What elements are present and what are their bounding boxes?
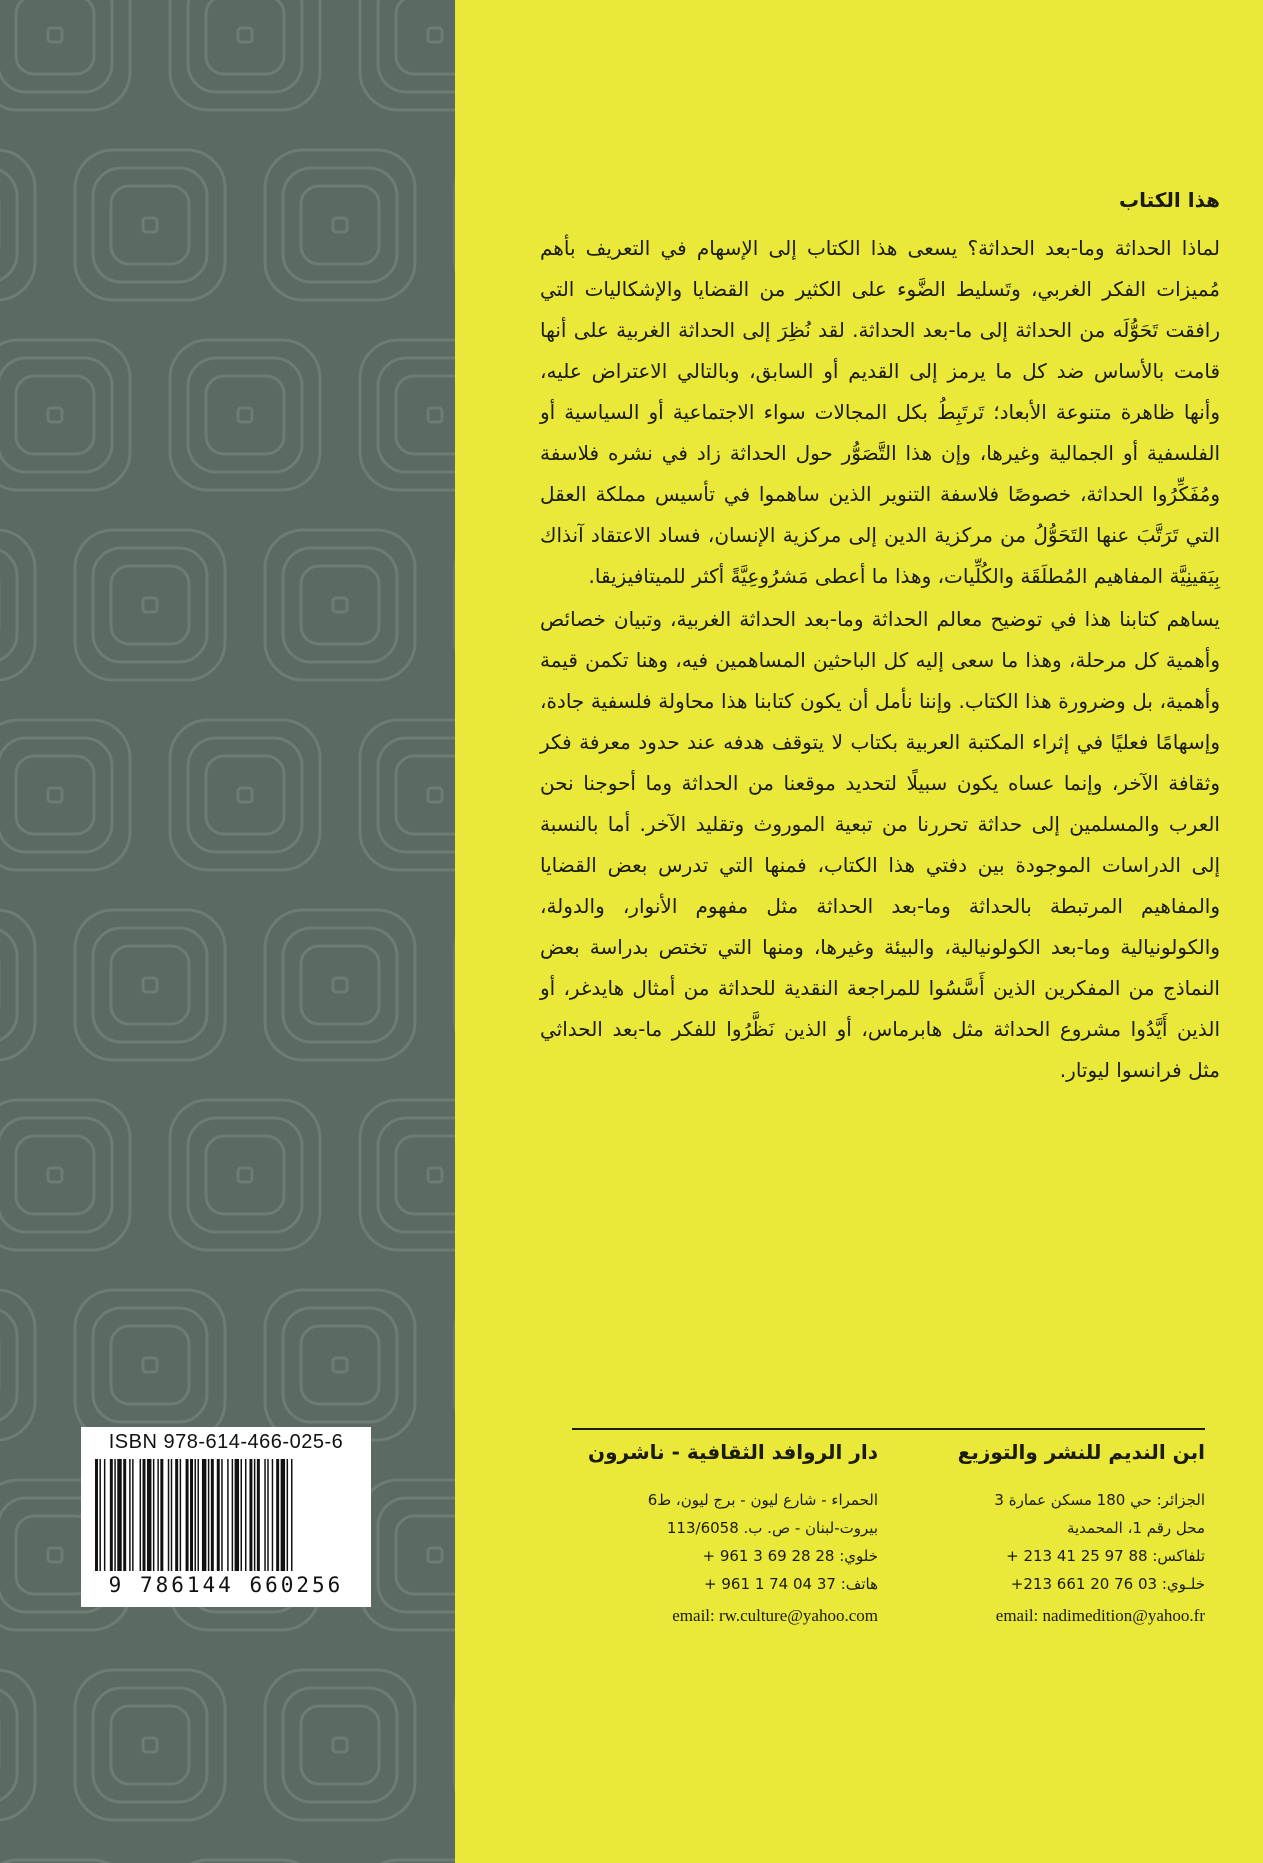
pattern-rounded-square: [75, 150, 225, 300]
pattern-rounded-square: [378, 0, 455, 92]
publisher-address-line: بيروت-لبنان - ص. ب. 113/6058: [666, 1519, 878, 1537]
pattern-rounded-square: [396, 756, 455, 834]
barcode-bar: [114, 1459, 115, 1571]
pattern-center-square: [143, 1738, 157, 1752]
publisher-address-line: الحمراء - شارع ليون - برج ليون، ط6: [647, 1491, 878, 1509]
pattern-center-square: [428, 1548, 442, 1562]
pattern-rounded-square: [0, 1308, 17, 1422]
barcode-bar: [117, 1459, 121, 1571]
barcode-bar: [257, 1459, 260, 1571]
barcode-bar: [171, 1459, 172, 1571]
pattern-center-square: [428, 788, 442, 802]
pattern-rounded-square: [265, 1290, 415, 1440]
barcode-bar: [132, 1459, 133, 1571]
barcode-bar: [281, 1459, 285, 1571]
barcode-bar: [202, 1459, 206, 1571]
pattern-rounded-square: [265, 1670, 415, 1820]
pattern-center-square: [238, 1168, 252, 1182]
pattern-center-square: [428, 28, 442, 42]
pattern-rounded-square: [16, 1136, 94, 1214]
pattern-rounded-square: [111, 566, 189, 644]
pattern-rounded-square: [170, 1100, 320, 1250]
description-paragraph-1: لماذا الحداثة وما-بعد الحداثة؟ يسعى هذا الكتاب إلى الإسهام في التعريف بأهم مُميزات الفكر الغربي، وتَسليط الضَّوء على الكثير من القضايا والإشكاليات التي رافقت تَحَوُّلَه من الحداثة إلى ما-بعد الحداثة. لقد نُظِرَ إلى الحداثة الغربية على أنها قامت بالأساس ضد كل ما يرمز إلى القديم أو السابق، وبالتالي الاعتراض عليه، وأنها ظاهرة متنوعة الأبعاد؛ تَرتَبِطُ بكل المجالات سواء الاجتماعية أو السياسية أو الفلسفية أو الجمالية وغيرها، وإن هذا التَّصَوُّر حول الحداثة زاد في نشره فلاسفة ومُفَكِّرُوا الحداثة، خصوصًا فلاسفة التنوير الذين ساهموا في تأسيس مملكة العقل التي تَرَتَّبَ عنها التَحَوُّلُ من مركزية الدين إلى مركزية الإنسان، فساد الاعتقاد آنذاك بِيَقينِيَّة المفاهيم المُطلَقَة والكُلِّيات، وهذا ما أعطى مَشرُوعِيَّةً أكثر للميتافيزيقا.: [540, 236, 1220, 588]
pattern-rounded-square: [301, 1326, 379, 1404]
barcode-bar: [276, 1459, 279, 1571]
pattern-rounded-square: [111, 946, 189, 1024]
barcode-bar: [235, 1459, 239, 1571]
barcode-bar: [208, 1459, 209, 1571]
pattern-rounded-square: [206, 0, 284, 74]
book-description: [540, 188, 1220, 1091]
barcode-bar: [104, 1459, 105, 1571]
pattern-rounded-square: [75, 910, 225, 1060]
barcode-bar: [232, 1459, 233, 1571]
pattern-center-square: [48, 1168, 62, 1182]
pattern-center-square: [333, 218, 347, 232]
pattern-rounded-square: [111, 1706, 189, 1784]
pattern-rounded-square: [75, 1290, 225, 1440]
pattern-center-square: [333, 1738, 347, 1752]
pattern-center-square: [238, 788, 252, 802]
barcode-bar: [245, 1459, 246, 1571]
publisher-nadim: [912, 1440, 1205, 1630]
barcode-bar: [160, 1459, 163, 1571]
barcode-bar: [110, 1459, 113, 1571]
pattern-rounded-square: [206, 1136, 284, 1214]
barcode-bar: [186, 1459, 189, 1571]
pattern-rounded-square: [111, 186, 189, 264]
pattern-center-square: [143, 1358, 157, 1372]
pattern-rounded-square: [206, 756, 284, 834]
barcode-bar: [264, 1459, 265, 1571]
publisher-phone-line: تلفاكس: 88 97 25 41 213 +: [1006, 1547, 1205, 1565]
pattern-center-square: [48, 788, 62, 802]
pattern-rounded-square: [396, 1136, 455, 1214]
barcode-digits: 9 786144 660256: [108, 1573, 344, 1597]
description-paragraph-2: يساهم كتابنا هذا في توضيح معالم الحداثة وما-بعد الحداثة الغربية، وتبيان خصائص وأهمية كل مرحلة، وهذا ما سعى إليه كل الباحثين المساهمين فيه، وهنا تكمن قيمة وأهمية، بل وضرورة هذا الكتاب. وإننا نأمل أن يكون كتابنا هذا محاولة فلسفية جادة، وإسهامًا فعليًا في إثراء المكتبة العربية بكتاب لا يتوقف هدفه عند حدود معرفة فكر وثقافة الآخر، وإنما عساه يكون سبيلًا لتحديد موقعنا من الحداثة وما أحوجنا نحن العرب والمسلمين إلى حداثة تحررنا من تبعية الموروث وتقليد الآخر. أما بالنسبة إلى الدراسات الموجودة بين دفتي هذا الكتاب، فمنها التي تدرس بعض القضايا والمفاهيم المرتبطة بالحداثة وما-بعد الحداثة مثل مفهوم الأنوار، والدولة، والكولونيالية وما-بعد الكولونيالية، والبيئة وغيرها، ومنها التي تختص بدراسة بعض النماذج من المفكرين الذين أَسَّسُوا للمراجعة النقدية للحداثة من أمثال هايدغر، أو الذين أَيَّدُوا مشروع الحداثة مثل هابرماس، أو الذين نَظَّرُوا للفكر ما-بعد الحداثي مثل فرانسوا ليوتار.: [540, 607, 1220, 1082]
pattern-center-square: [428, 408, 442, 422]
barcode-bar: [99, 1459, 100, 1571]
barcode-bar: [197, 1459, 198, 1571]
publisher-address-line: الجزائر: حي 180 مسكن عمارة 3: [994, 1491, 1205, 1509]
barcode-bar: [287, 1459, 288, 1571]
barcode-bar: [129, 1459, 130, 1571]
pattern-rounded-square: [265, 150, 415, 300]
pattern-rounded-square: [265, 910, 415, 1060]
pattern-center-square: [143, 598, 157, 612]
pattern-center-square: [333, 1358, 347, 1372]
barcode-bar: [123, 1459, 126, 1571]
barcode-bar: [217, 1459, 220, 1571]
pattern-center-square: [428, 1168, 442, 1182]
pattern-rounded-square: [16, 756, 94, 834]
publisher-phone-line: خلوي: 28 28 69 3 961 +: [702, 1547, 878, 1565]
pattern-center-square: [143, 978, 157, 992]
barcode-bar: [211, 1459, 214, 1571]
publisher-divider: [572, 1428, 1205, 1430]
barcode-bar: [241, 1459, 242, 1571]
pattern-rounded-square: [396, 376, 455, 454]
barcode-bar: [140, 1459, 141, 1571]
isbn-barcode: [81, 1427, 371, 1607]
barcode-bar: [175, 1459, 178, 1571]
pattern-rounded-square: [206, 376, 284, 454]
pattern-center-square: [238, 408, 252, 422]
publisher-name: ابن النديم للنشر والتوزيع: [957, 1440, 1205, 1464]
pattern-rounded-square: [301, 1706, 379, 1784]
pattern-rounded-square: [0, 1688, 17, 1802]
pattern-rounded-square: [16, 376, 94, 454]
barcode-bar: [272, 1459, 273, 1571]
pattern-rounded-square: [396, 1516, 455, 1594]
publisher-address-line: محل رقم 1، المحمدية: [1066, 1519, 1205, 1537]
barcode-bar: [95, 1459, 98, 1571]
pattern-center-square: [333, 598, 347, 612]
publisher-rawafed: [588, 1440, 878, 1630]
pattern-center-square: [238, 28, 252, 42]
pattern-rounded-square: [111, 1326, 189, 1404]
publisher-phone-line: هاتف: 37 04 74 1 961 +: [704, 1575, 878, 1593]
pattern-rounded-square: [301, 946, 379, 1024]
pattern-rounded-square: [0, 548, 17, 662]
section-heading: هذا الكتاب: [1118, 188, 1220, 212]
barcode-bar: [168, 1459, 169, 1571]
pattern-center-square: [48, 28, 62, 42]
barcode-bar: [221, 1459, 222, 1571]
barcode-bars: [91, 1459, 361, 1571]
isbn-label: ISBN 978-614-466-025-6: [108, 1431, 344, 1453]
barcode-bar: [153, 1459, 154, 1571]
pattern-rounded-square: [301, 566, 379, 644]
barcode-bar: [143, 1459, 146, 1571]
barcode-bar: [147, 1459, 151, 1571]
barcode-bar: [267, 1459, 268, 1571]
barcode-bar: [291, 1459, 292, 1571]
pattern-rounded-square: [16, 0, 94, 74]
pattern-rounded-square: [396, 0, 455, 74]
pattern-rounded-square: [0, 168, 17, 282]
publisher-email: email: nadimedition@yahoo.fr: [995, 1606, 1205, 1625]
publisher-phone-line: خلـوي: 03 76 20 661 213+: [1010, 1575, 1205, 1593]
barcode-bar: [190, 1459, 193, 1571]
pattern-rounded-square: [301, 186, 379, 264]
barcode-bar: [249, 1459, 252, 1571]
pattern-rounded-square: [0, 928, 17, 1042]
barcode-bar: [180, 1459, 181, 1571]
pattern-rounded-square: [265, 530, 415, 680]
pattern-rounded-square: [75, 530, 225, 680]
barcode-bar: [254, 1459, 255, 1571]
pattern-center-square: [48, 1548, 62, 1562]
barcode-bar: [194, 1459, 195, 1571]
pattern-rounded-square: [75, 1670, 225, 1820]
pattern-center-square: [333, 978, 347, 992]
pattern-center-square: [48, 408, 62, 422]
pattern-rounded-square: [170, 340, 320, 490]
barcode-bar: [227, 1459, 228, 1571]
barcode-bar: [157, 1459, 158, 1571]
publisher-name: دار الروافد الثقافية - ناشرون: [588, 1440, 878, 1464]
publisher-email: email: rw.culture@yahoo.com: [672, 1606, 878, 1625]
pattern-center-square: [143, 218, 157, 232]
pattern-rounded-square: [170, 720, 320, 870]
